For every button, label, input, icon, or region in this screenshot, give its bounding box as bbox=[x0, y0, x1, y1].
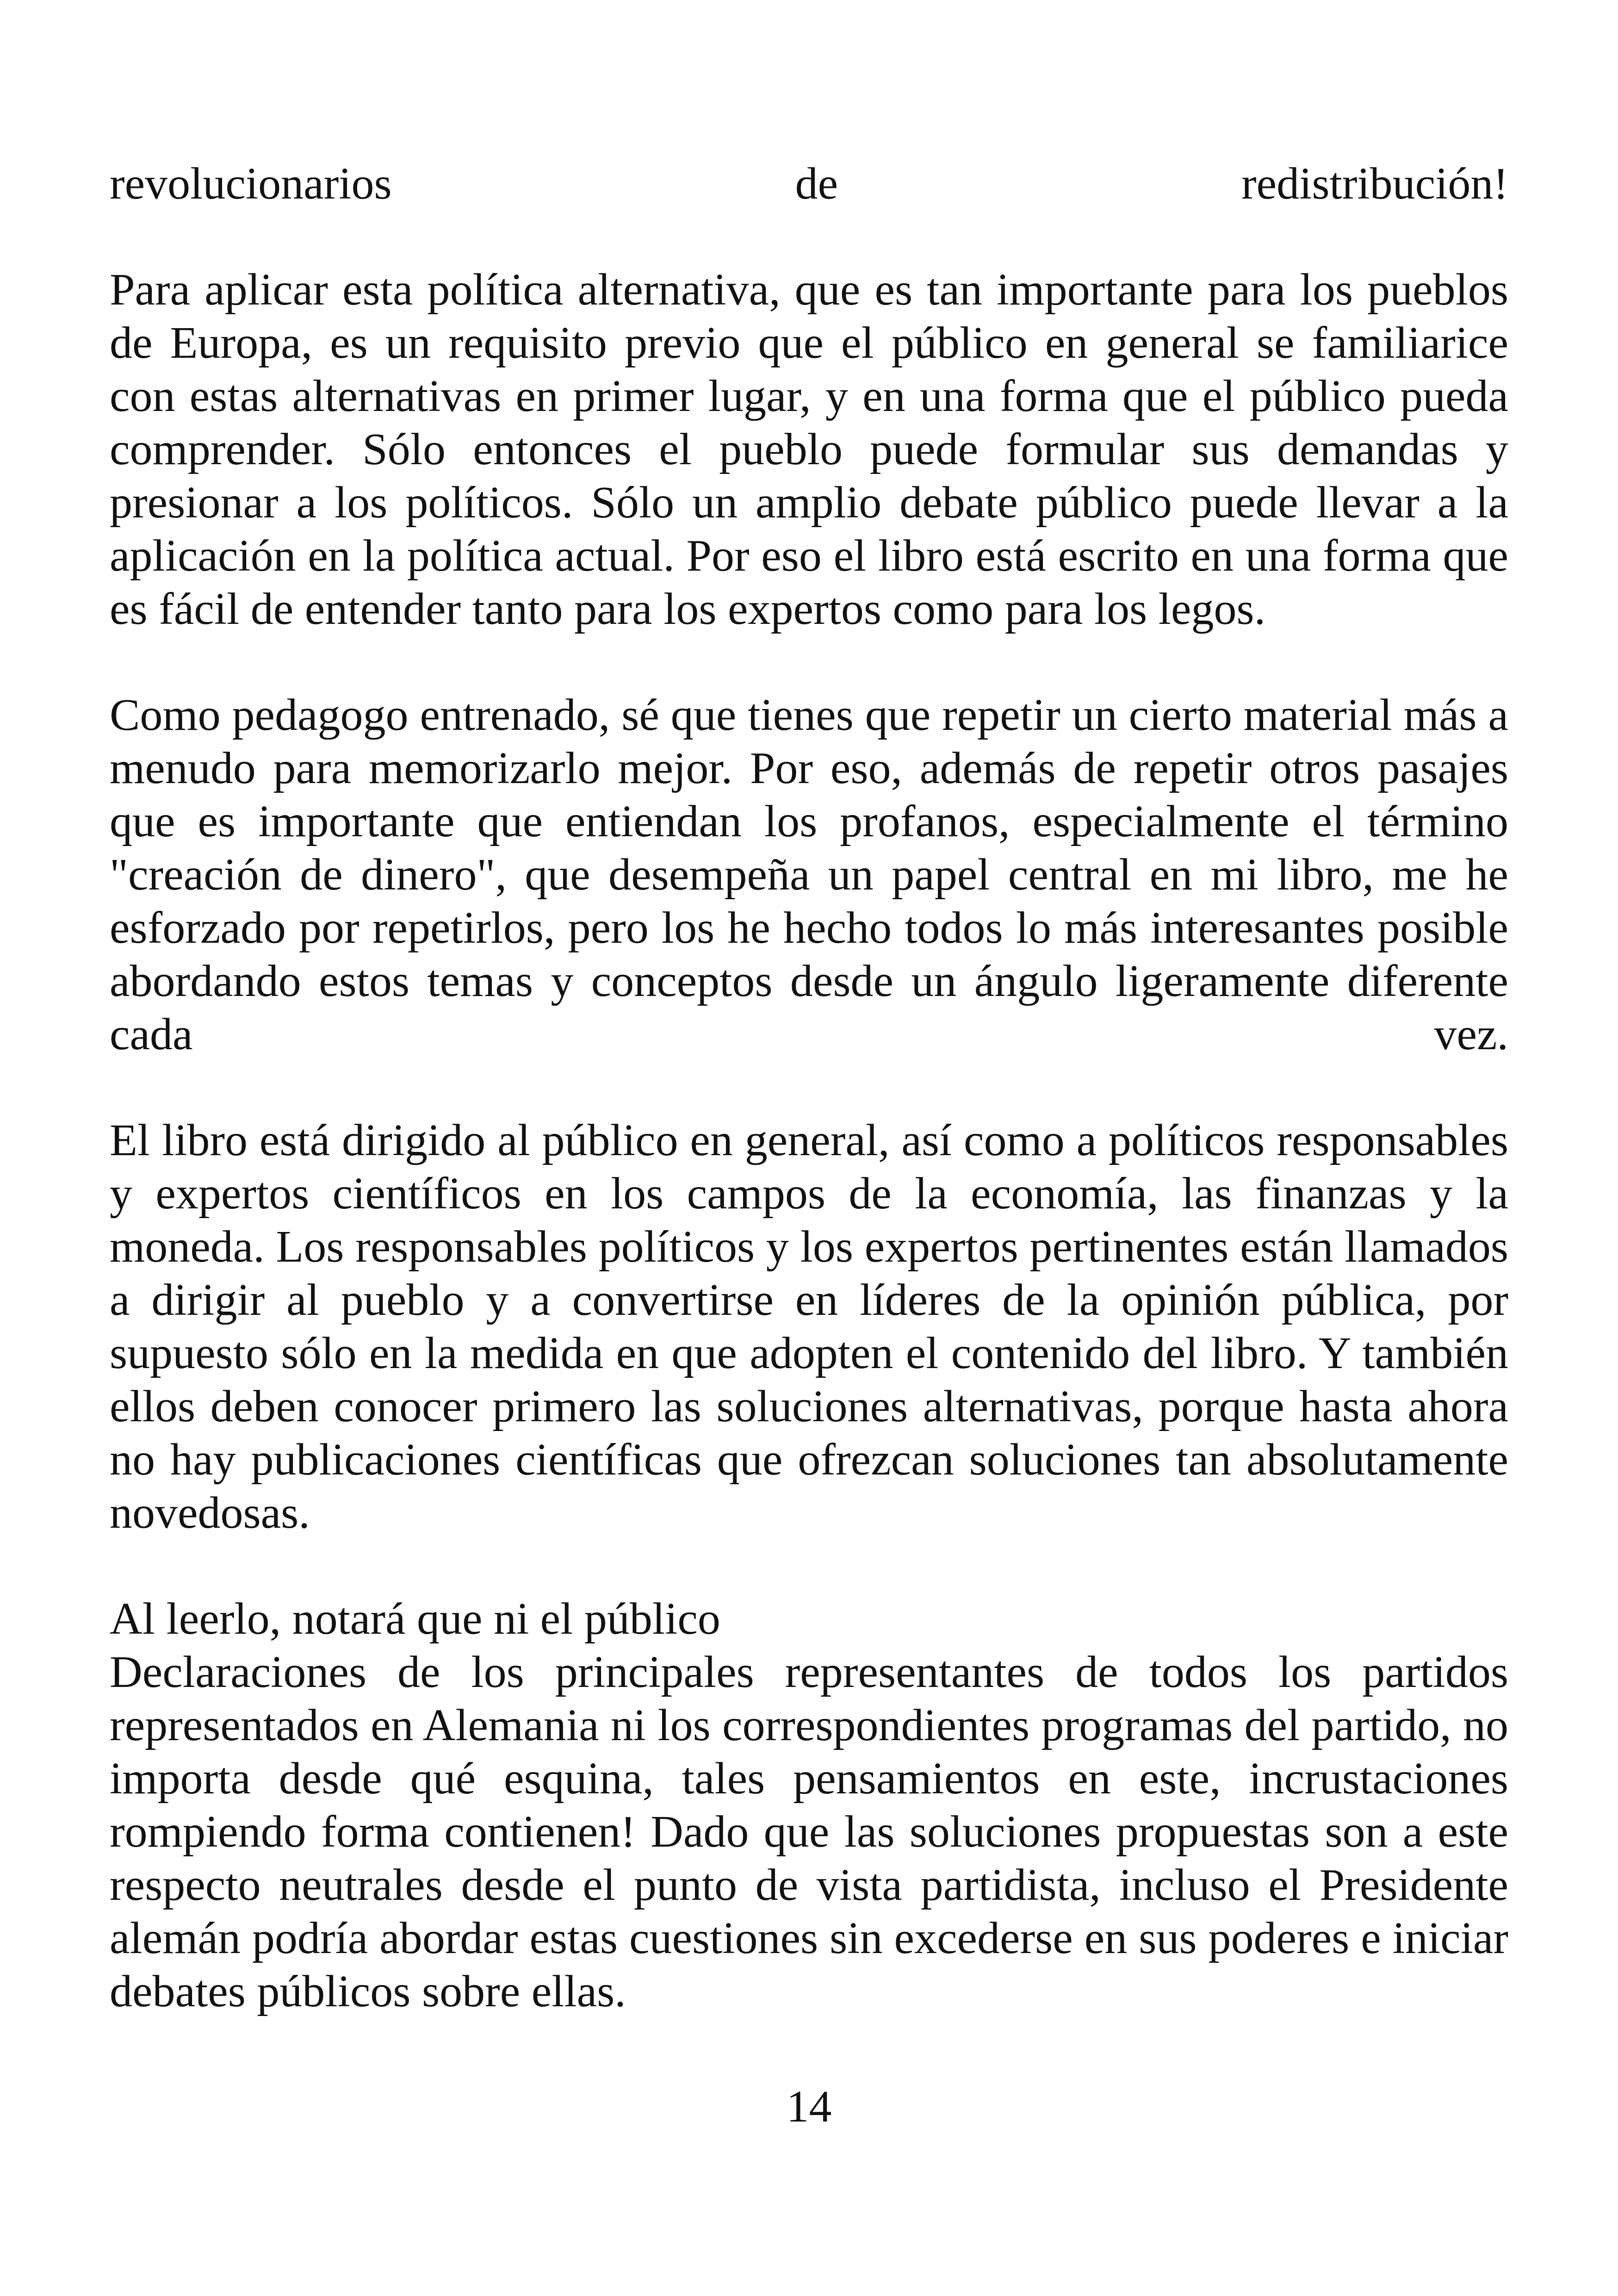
document-body bbox=[110, 157, 1508, 2071]
paragraph-4-lead: Al leerlo, notará que ni el público bbox=[110, 1594, 720, 1644]
paragraph-5: Declaraciones de los principales representantes de todos los partidos representados en Alemania ni los correspondientes programas del partido, no importa desde qué esquina, tales pensamientos en este, incrustaciones rompiendo forma contienen! Dado que las soluciones propuestas son a este respecto neutrales desde el punto de vista partidista, incluso el Presidente alemán podría abordar estas cuestiones sin excederse en sus poderes e iniciar debates públicos sobre ellas. bbox=[110, 1647, 1508, 2016]
first-line bbox=[110, 157, 1508, 211]
page-number: 14 bbox=[786, 2082, 832, 2132]
first-line-word-2: de bbox=[795, 159, 838, 209]
first-line-word-1: revolucionarios bbox=[110, 159, 392, 209]
paragraph-3: El libro está dirigido al público en general, así como a políticos responsables y expertos científicos en los campos de la economía, las finanzas y la moneda. Los responsables políticos y los expertos pertinentes están llamados a dirigir al pueblo y a convertirse en líderes de la opinión pública, por supuesto sólo en la medida en que adopten el contenido del libro. Y también ellos deben conocer primero las soluciones alternativas, porque hasta ahora no hay publicaciones científicas que ofrezcan soluciones tan absolutamente novedosas. bbox=[110, 1115, 1508, 1538]
first-line-word-3: redistribución! bbox=[1241, 159, 1508, 209]
paragraph-2: Como pedagogo entrenado, sé que tienes que repetir un cierto material más a menudo para memorizarlo mejor. Por eso, además de repetir otros pasajes que es importante que entiendan los profanos, especialmente el término "creación de dinero", que desempeña un papel central en mi libro, me he esforzado por repetirlos, pero los he hecho todos lo más interesantes posible abordando estos temas y conceptos desde un ángulo ligeramente diferente cada vez. bbox=[110, 690, 1508, 1059]
paragraph-1: Para aplicar esta política alternativa, que es tan importante para los pueblos de Europa, es un requisito previo que el público en general se familiarice con estas alternativas en primer lugar, y en una forma que el público pueda comprender. Sólo entonces el pueblo puede formular sus demandas y presionar a los políticos. Sólo un amplio debate público puede llevar a la aplicación en la política actual. Por eso el libro está escrito en una forma que es fácil de entender tanto para los expertos como para los legos. bbox=[110, 265, 1508, 634]
